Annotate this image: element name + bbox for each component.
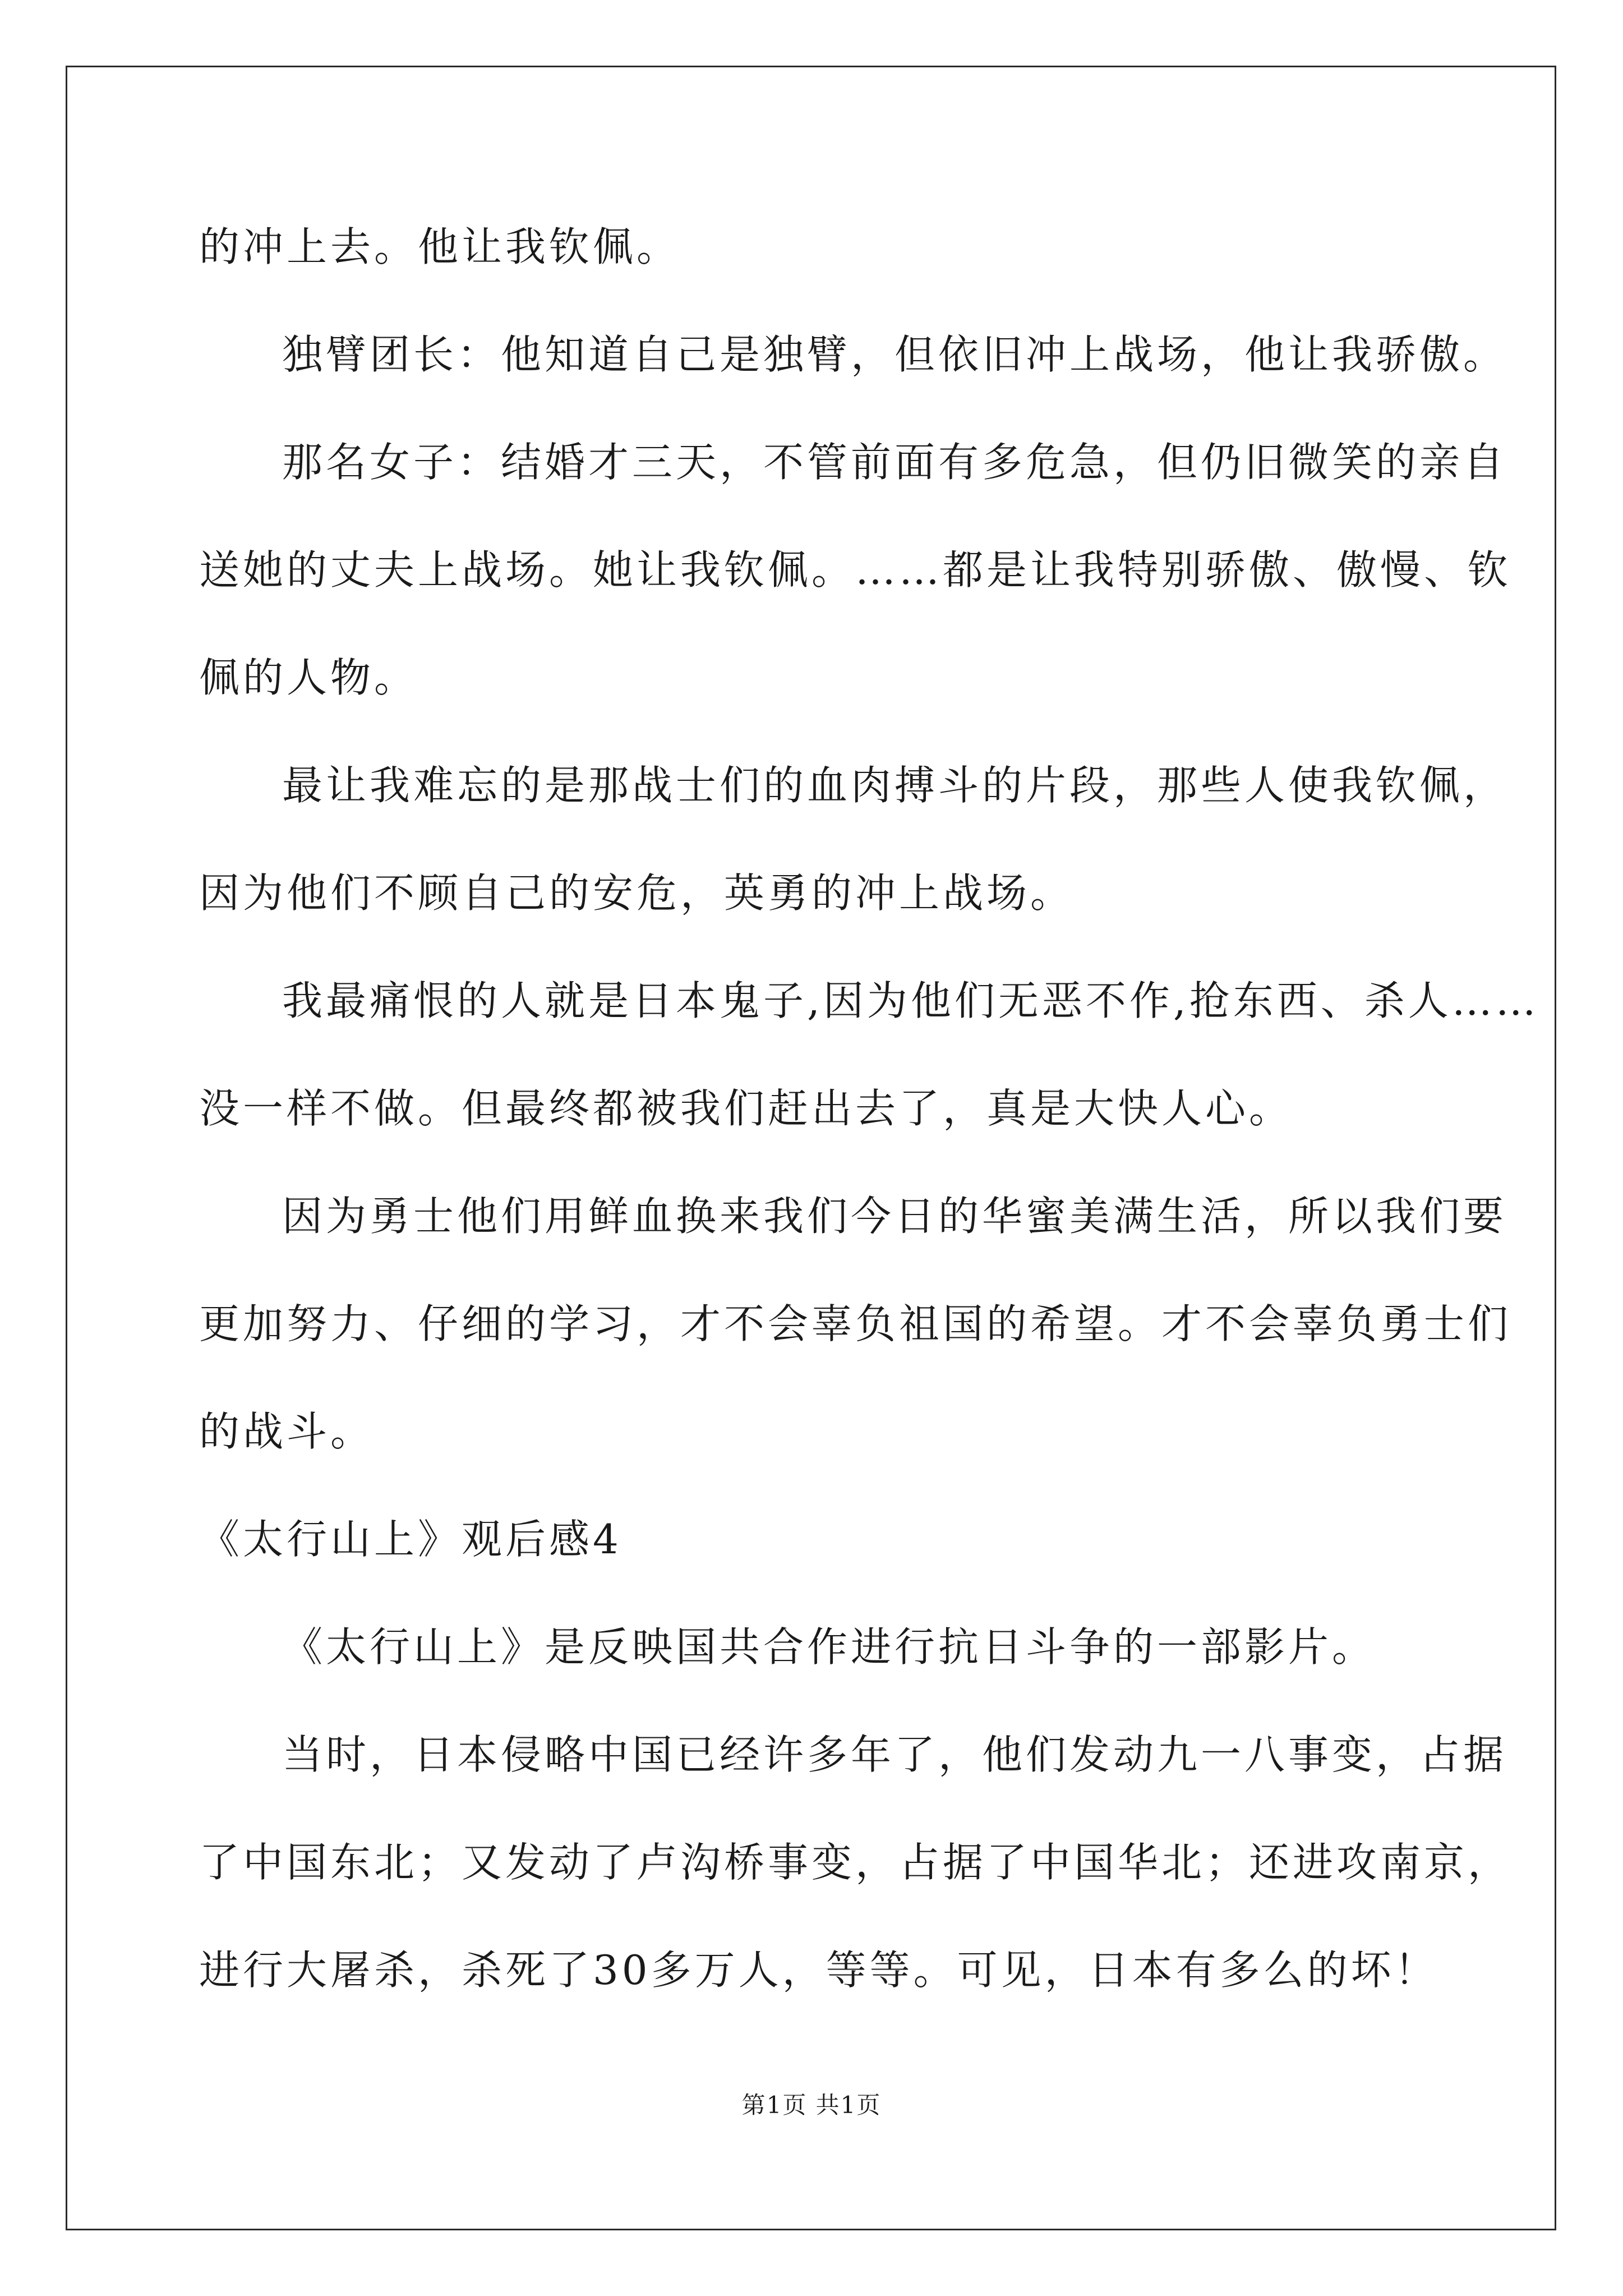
text-line: 因为勇士他们用鲜血换来我们今日的华蜜美满生活，所以我们要 xyxy=(282,1193,1507,1240)
text-line: 的冲上去。他让我钦佩。 xyxy=(199,223,681,270)
text-line: 《太行山上》是反映国共合作进行抗日斗争的一部影片。 xyxy=(282,1623,1376,1671)
text-line: 独臂团长：他知道自己是独臂，但依旧冲上战场，他让我骄傲。 xyxy=(282,331,1507,378)
text-line: 因为他们不顾自己的安危，英勇的冲上战场。 xyxy=(199,869,1075,917)
section-heading: 《太行山上》观后感4 xyxy=(199,1516,622,1563)
text-line: 了中国东北；又发动了卢沟桥事变，占据了中国华北；还进攻南京， xyxy=(199,1839,1512,1886)
text-line: 我最痛恨的人就是日本鬼子,因为他们无恶不作,抢东西、杀人…… xyxy=(282,977,1539,1024)
text-line: 更加努力、仔细的学习，才不会辜负祖国的希望。才不会辜负勇士们 xyxy=(199,1300,1512,1347)
text-line: 当时，日本侵略中国已经许多年了，他们发动九一八事变，占据 xyxy=(282,1731,1507,1778)
text-line: 那名女子：结婚才三天，不管前面有多危急，但仍旧微笑的亲自 xyxy=(282,439,1507,486)
text-line: 送她的丈夫上战场。她让我钦佩。……都是让我特别骄傲、傲慢、钦 xyxy=(199,546,1512,593)
page-number-footer: 第1页 共1页 xyxy=(741,2091,882,2119)
text-line: 进行大屠杀，杀死了30多万人，等等。可见，日本有多么的坏！ xyxy=(199,1947,1438,1994)
text-line: 佩的人物。 xyxy=(199,654,418,701)
page-border xyxy=(66,66,1556,2230)
text-line: 没一样不做。但最终都被我们赶出去了，真是大快人心。 xyxy=(199,1085,1293,1132)
text-line: 最让我难忘的是那战士们的血肉搏斗的片段，那些人使我钦佩， xyxy=(282,762,1507,809)
text-line: 的战斗。 xyxy=(199,1408,375,1455)
